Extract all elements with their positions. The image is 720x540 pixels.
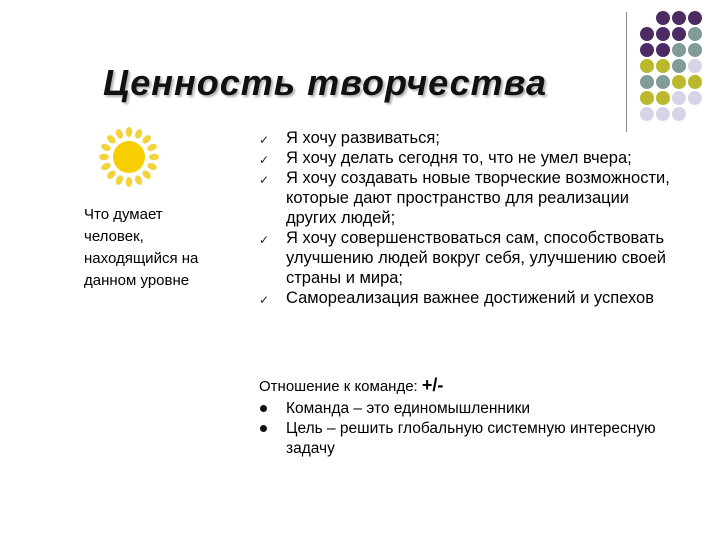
list-item: Цель – решить глобальную системную интересную задачу <box>259 419 679 459</box>
decor-dot <box>672 27 686 41</box>
decor-dot <box>656 59 670 73</box>
checkmark-icon: ✓ <box>259 173 270 187</box>
sun-ray <box>126 127 132 137</box>
decor-dot <box>672 11 686 25</box>
sun-ray <box>141 134 153 146</box>
sun-ray <box>106 134 118 146</box>
list-item: ✓ Я хочу создавать новые творческие возможности, которые дают пространство для реализации других людей; <box>259 169 670 227</box>
list-item: ✓ Я хочу делать сегодня то, что не умел вчера; <box>259 148 679 168</box>
sun-ray <box>149 154 159 160</box>
decor-dot <box>688 27 702 41</box>
decor-dot <box>672 59 686 73</box>
list-item: Команда – это единомышленники <box>259 399 679 419</box>
decor-dot <box>640 91 654 105</box>
bullet-icon <box>260 405 267 412</box>
list-item: ✓ Я хочу совершенствоваться сам, способствовать улучшению людей вокруг себя, улучшению своей страны и мира; <box>259 229 667 287</box>
decor-dot <box>672 107 686 121</box>
decor-dot <box>640 75 654 89</box>
decor-dot <box>672 91 686 105</box>
list-item: ✓ Я хочу развиваться; <box>259 128 679 148</box>
checkmark-icon: ✓ <box>259 153 270 167</box>
decor-dot <box>688 59 702 73</box>
sun-icon <box>97 125 161 189</box>
sun-ray <box>141 169 153 181</box>
decor-dot <box>656 27 670 41</box>
checkmark-icon: ✓ <box>259 293 270 307</box>
sun-ray <box>134 128 144 140</box>
team-list <box>259 399 679 459</box>
decor-dot <box>672 75 686 89</box>
bullet-icon <box>260 425 267 432</box>
sun-ray <box>100 143 112 153</box>
decor-dot <box>656 107 670 121</box>
sun-ray <box>115 174 125 186</box>
decor-divider <box>626 12 627 132</box>
values-list <box>259 128 679 308</box>
team-label: Отношение к команде: <box>259 378 418 395</box>
team-sign: +/- <box>421 375 444 395</box>
list-item: ✓ Самореализация важнее достижений и успехов <box>259 288 679 308</box>
decor-dot <box>656 75 670 89</box>
decor-dot <box>656 91 670 105</box>
sun-ray <box>146 143 158 153</box>
sun-ray <box>146 162 158 172</box>
team-heading <box>259 375 443 396</box>
decor-dot <box>656 11 670 25</box>
sun-ray <box>106 169 118 181</box>
decor-dot <box>640 27 654 41</box>
checkmark-icon: ✓ <box>259 133 270 147</box>
decor-dot <box>672 43 686 57</box>
decor-dot-grid <box>640 11 720 131</box>
sun-ray <box>99 154 109 160</box>
slide-title: Ценность творчества <box>103 62 547 103</box>
aside-note: Что думает человек, находящийся на данном уровне <box>84 206 199 289</box>
decor-dot <box>688 91 702 105</box>
checkmark-icon: ✓ <box>259 233 270 247</box>
decor-dot <box>656 43 670 57</box>
sun-ray <box>100 162 112 172</box>
decor-dot <box>688 43 702 57</box>
decor-dot <box>688 11 702 25</box>
sun-ray <box>115 128 125 140</box>
decor-dot <box>640 59 654 73</box>
sun-ray <box>134 174 144 186</box>
decor-dot <box>640 43 654 57</box>
decor-dot <box>640 107 654 121</box>
decor-dot <box>688 75 702 89</box>
sun-ray <box>126 177 132 187</box>
